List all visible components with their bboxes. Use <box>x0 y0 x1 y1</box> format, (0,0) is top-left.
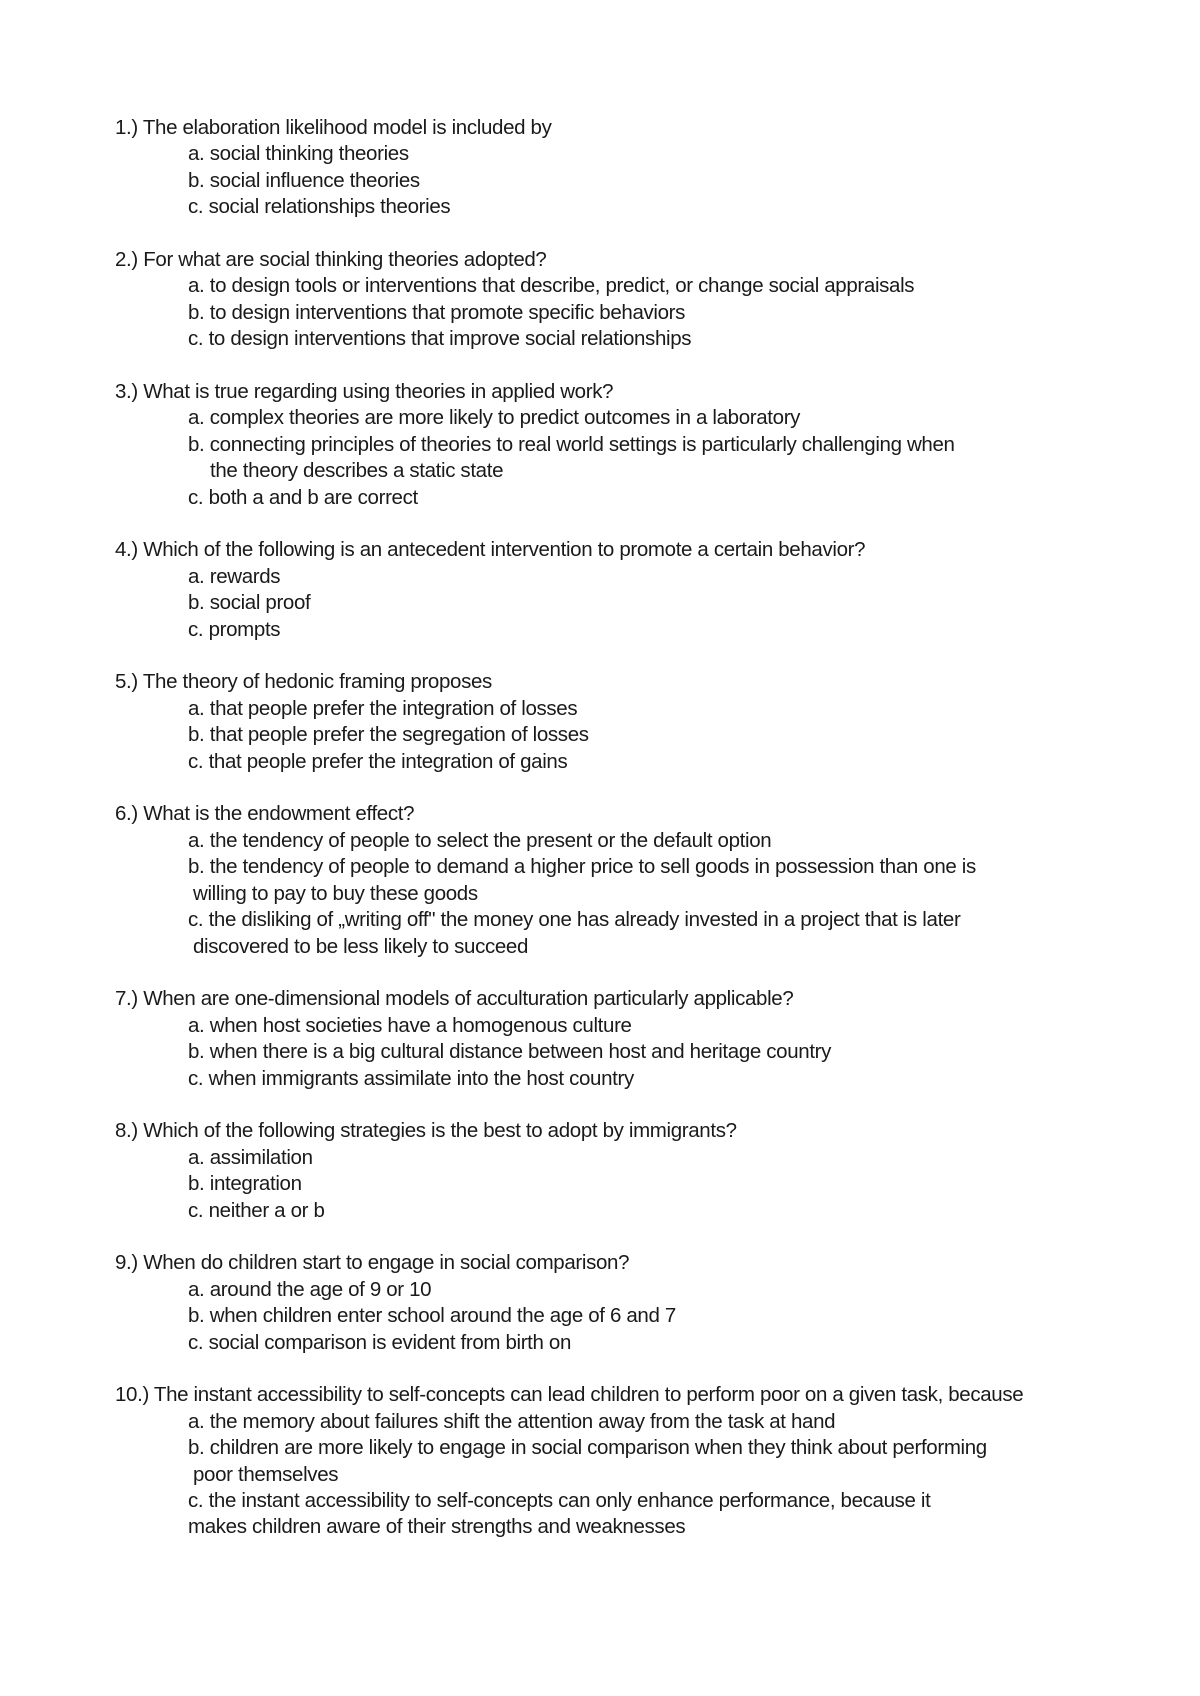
answer-option <box>188 1145 1105 1171</box>
question-block <box>115 1118 1105 1224</box>
question-text: 3.) What is true regarding using theories in applied work? <box>115 380 614 404</box>
option-text: c. when immigrants assimilate into the host country <box>188 1066 634 1090</box>
option-text: a. when host societies have a homogenous culture <box>188 1013 632 1037</box>
answer-option <box>188 1303 1105 1329</box>
question-block <box>115 247 1105 353</box>
answer-option <box>188 1277 1105 1303</box>
option-text: a. around the age of 9 or 10 <box>188 1277 432 1301</box>
option-text: c. prompts <box>188 617 281 641</box>
option-text: c. that people prefer the integration of gains <box>188 749 568 773</box>
question-block <box>115 379 1105 511</box>
option-text: c. to design interventions that improve social relationships <box>188 327 692 351</box>
option-text-continuation: poor themselves <box>193 1462 339 1486</box>
answer-option <box>188 1488 1105 1541</box>
quiz-question-list <box>115 115 1105 1567</box>
option-text: a. the tendency of people to select the present or the default option <box>188 828 772 852</box>
answer-options <box>115 564 1105 643</box>
question-block <box>115 986 1105 1092</box>
question-text: 6.) What is the endowment effect? <box>115 802 415 826</box>
answer-options <box>115 1409 1105 1541</box>
answer-option <box>188 722 1105 748</box>
answer-options <box>115 1277 1105 1356</box>
answer-option <box>188 1435 1105 1488</box>
answer-option <box>188 696 1105 722</box>
answer-option <box>188 1066 1105 1092</box>
option-text: b. children are more likely to engage in social comparison when they think about performing <box>188 1436 987 1460</box>
question-block <box>115 669 1105 775</box>
question-text: 4.) Which of the following is an antecedent intervention to promote a certain behavior? <box>115 538 866 562</box>
option-text: c. the disliking of „writing off" the money one has already invested in a project that is later <box>188 908 961 932</box>
answer-option <box>188 485 1105 511</box>
option-text: c. social relationships theories <box>188 195 451 219</box>
answer-option <box>188 326 1105 352</box>
option-text: b. integration <box>188 1172 302 1196</box>
answer-option <box>188 405 1105 431</box>
answer-option <box>188 854 1105 907</box>
option-text: c. both a and b are correct <box>188 485 418 509</box>
answer-option <box>188 141 1105 167</box>
option-text: a. that people prefer the integration of losses <box>188 696 578 720</box>
option-text-continuation: willing to pay to buy these goods <box>193 881 478 905</box>
option-text: a. to design tools or interventions that describe, predict, or change social appraisals <box>188 274 915 298</box>
question-text: 8.) Which of the following strategies is the best to adopt by immigrants? <box>115 1119 737 1143</box>
question-text: 5.) The theory of hedonic framing proposes <box>115 670 492 694</box>
option-text: b. social influence theories <box>188 168 420 192</box>
option-text: c. the instant accessibility to self-concepts can only enhance performance, because it <box>188 1488 931 1512</box>
answer-options <box>115 696 1105 775</box>
option-text: b. to design interventions that promote specific behaviors <box>188 300 686 324</box>
answer-option <box>188 1013 1105 1039</box>
option-text: a. rewards <box>188 564 281 588</box>
option-text: b. when children enter school around the age of 6 and 7 <box>188 1304 676 1328</box>
answer-option <box>188 590 1105 616</box>
answer-option <box>188 1409 1105 1435</box>
answer-options <box>115 141 1105 220</box>
answer-option <box>188 828 1105 854</box>
answer-options <box>115 405 1105 511</box>
question-text: 9.) When do children start to engage in social comparison? <box>115 1251 630 1275</box>
answer-option <box>188 300 1105 326</box>
option-text: a. complex theories are more likely to predict outcomes in a laboratory <box>188 406 801 430</box>
option-text: a. assimilation <box>188 1145 313 1169</box>
answer-option <box>188 749 1105 775</box>
answer-option <box>188 194 1105 220</box>
answer-option <box>188 907 1105 960</box>
option-text: a. the memory about failures shift the attention away from the task at hand <box>188 1409 836 1433</box>
answer-options <box>115 828 1105 960</box>
question-block <box>115 537 1105 643</box>
answer-option <box>188 1330 1105 1356</box>
answer-option <box>188 432 1105 485</box>
option-text: b. social proof <box>188 591 311 615</box>
question-block <box>115 1382 1105 1540</box>
question-text: 1.) The elaboration likelihood model is included by <box>115 116 552 139</box>
answer-options <box>115 1145 1105 1224</box>
option-text: a. social thinking theories <box>188 142 409 166</box>
answer-option <box>188 273 1105 299</box>
option-text: b. the tendency of people to demand a higher price to sell goods in possession than one is <box>188 855 976 879</box>
question-text: 7.) When are one-dimensional models of acculturation particularly applicable? <box>115 987 794 1011</box>
answer-option <box>188 168 1105 194</box>
option-text: c. neither a or b <box>188 1198 325 1222</box>
answer-options <box>115 273 1105 352</box>
answer-option <box>188 617 1105 643</box>
option-text: c. social comparison is evident from birth on <box>188 1330 572 1354</box>
answer-option <box>188 1039 1105 1065</box>
question-block <box>115 1250 1105 1356</box>
question-text: 2.) For what are social thinking theories adopted? <box>115 248 547 272</box>
option-text-continuation: makes children aware of their strengths and weaknesses <box>188 1515 686 1539</box>
answer-options <box>115 1013 1105 1092</box>
option-text: b. that people prefer the segregation of losses <box>188 723 589 747</box>
option-text-continuation: the theory describes a static state <box>210 459 504 483</box>
question-text: 10.) The instant accessibility to self-concepts can lead children to perform poor on a given task, because <box>115 1383 1024 1407</box>
option-text: b. when there is a big cultural distance between host and heritage country <box>188 1040 832 1064</box>
option-text: b. connecting principles of theories to real world settings is particularly challenging when <box>188 432 955 456</box>
option-text-continuation: discovered to be less likely to succeed <box>193 934 529 958</box>
answer-option <box>188 564 1105 590</box>
answer-option <box>188 1198 1105 1224</box>
question-block <box>115 801 1105 959</box>
answer-option <box>188 1171 1105 1197</box>
question-block <box>115 115 1105 221</box>
